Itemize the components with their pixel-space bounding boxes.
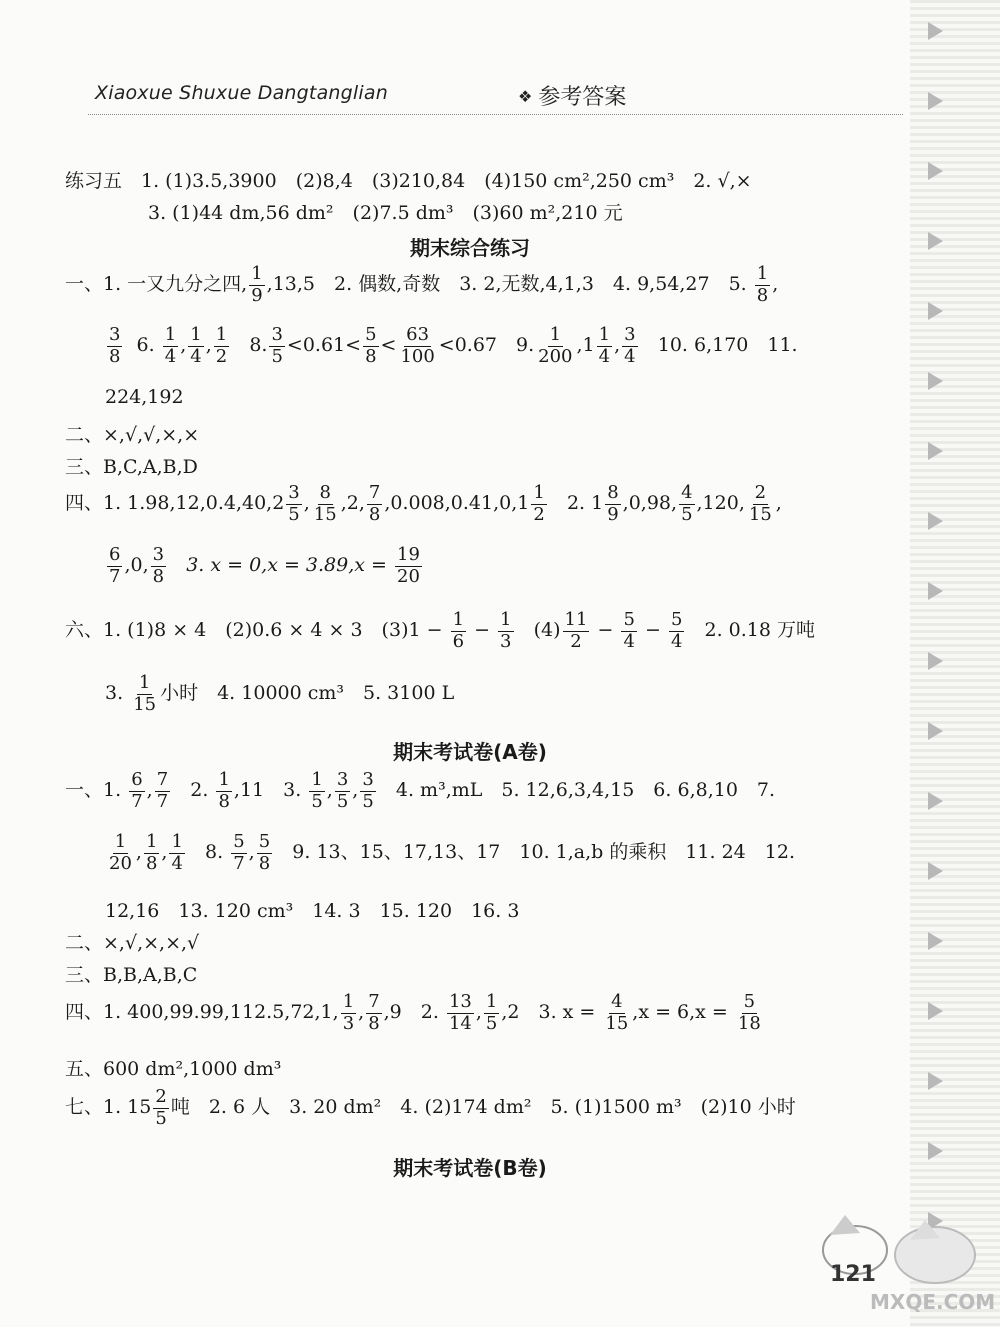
den: 5 [681, 503, 693, 525]
text: , [135, 841, 142, 864]
edge-triangle-icon [928, 162, 943, 180]
text: , [475, 1001, 482, 1024]
edge-triangle-icon [928, 302, 943, 320]
den: 5 [271, 345, 283, 367]
section-title: 期末综合练习 [410, 236, 530, 260]
text: 8. [249, 334, 268, 357]
fraction [153, 1087, 168, 1129]
fraction [249, 264, 264, 306]
fraction [395, 545, 422, 587]
text: , [614, 334, 621, 357]
diamond-icon: ❖ [518, 87, 533, 106]
num: 3 [362, 769, 374, 790]
num: 2 [155, 1086, 167, 1107]
den: 15 [133, 693, 157, 715]
text: 六、1. (1)8 × 4 (2)0.6 × 4 × 3 (3)1 − [65, 619, 443, 642]
fraction [451, 610, 466, 652]
den: 20 [109, 852, 132, 874]
edge-triangle-icon [928, 862, 943, 880]
num: 4 [681, 482, 693, 503]
den: 8 [756, 284, 769, 306]
num: 1 [114, 831, 127, 852]
num: 5 [623, 609, 635, 630]
den: 5 [485, 1012, 498, 1034]
text: , [352, 779, 359, 802]
den: 4 [171, 852, 183, 874]
answer-line: 3. (1)44 dm,56 dm² (2)7.5 dm³ (3)60 m²,210 元 [148, 202, 623, 224]
num: 4 [611, 991, 623, 1012]
num: 1 [190, 324, 202, 345]
den: 4 [623, 630, 635, 652]
answer-line [65, 992, 765, 1034]
num: 2 [754, 482, 767, 503]
fraction [341, 992, 356, 1034]
num: 3 [109, 324, 121, 345]
den: 7 [233, 852, 245, 874]
text: 3. x = 0,x = 3.89,x = [186, 554, 387, 577]
fraction [484, 992, 499, 1034]
fraction [151, 545, 166, 587]
answers-title: 参考答案 [538, 85, 627, 110]
answer-line: 12,16 13. 120 cm³ 14. 3 15. 120 16. 3 [105, 900, 520, 922]
den: 100 [400, 345, 435, 367]
text: , [772, 273, 779, 296]
text: , [326, 779, 333, 802]
num: 1 [164, 324, 177, 345]
edge-triangle-icon [928, 442, 943, 460]
den: 8 [145, 852, 158, 874]
text: ,9 2. [383, 1001, 439, 1024]
series-title: Xiaoxue Shuxue Dangtanglian [95, 82, 388, 104]
edge-triangle-icon [928, 232, 943, 250]
text: <0.61< [286, 334, 362, 357]
edge-triangle-icon [928, 792, 943, 810]
fraction [214, 325, 229, 367]
text: − [644, 619, 661, 642]
fraction [163, 325, 178, 367]
num: 8 [319, 482, 331, 503]
num: 1 [452, 609, 465, 630]
fraction [286, 483, 301, 525]
num: 1 [500, 609, 512, 630]
text: 3. [105, 682, 124, 705]
section-title: 期末考试卷(A卷) [393, 740, 547, 764]
den: 8 [258, 852, 271, 874]
fraction [129, 770, 144, 812]
text: 9. 13、15、17,13、17 10. 1,a,b 的乘积 11. 24 12. [292, 841, 795, 864]
num: 3 [271, 324, 283, 345]
den: 2 [570, 630, 582, 652]
den: 15 [605, 1012, 629, 1034]
fraction [563, 610, 590, 652]
edge-triangle-icon [928, 372, 943, 390]
text: 2. 1 [566, 492, 604, 515]
den: 7 [109, 565, 121, 587]
den: 8 [365, 345, 377, 367]
fraction [231, 832, 246, 874]
num: 13 [448, 991, 472, 1012]
text: 6. [136, 334, 155, 357]
fraction [155, 770, 170, 812]
num: 8 [607, 482, 619, 503]
fraction [360, 770, 375, 812]
text: ,11 3. [233, 779, 302, 802]
fraction [188, 325, 203, 367]
answer-line: 二、×,√,√,×,× [65, 424, 200, 446]
fraction [269, 325, 284, 367]
edge-triangle-icon [928, 722, 943, 740]
den: 5 [362, 790, 374, 812]
den: 8 [218, 790, 230, 812]
text: 一、1. 一又九分之四, [65, 273, 248, 296]
den: 4 [598, 345, 611, 367]
text: 4. m³,mL 5. 12,6,3,4,15 6. 6,8,10 7. [395, 779, 776, 802]
fraction [531, 483, 546, 525]
text: , [358, 1001, 365, 1024]
fraction [309, 770, 324, 812]
text: ,2 3. x = [501, 1001, 596, 1024]
watermark: MXQE.COM [870, 1290, 996, 1314]
answer-line [105, 673, 454, 715]
page-number: 121 [830, 1262, 876, 1287]
answer-line [65, 610, 815, 652]
text: , [161, 841, 168, 864]
answer-line: 三、B,C,A,B,D [65, 456, 198, 478]
num: 1 [215, 324, 228, 345]
num: 1 [251, 263, 263, 284]
text: , [775, 492, 782, 515]
num: 3 [336, 769, 349, 790]
den: 4 [624, 345, 636, 367]
answer-line: $\frac{3}{8}$ 6. $\frac{1}{4}$ , $\frac{1}{4}$ , $\frac{1}{2}$ 8. $\frac{3}{5}$ <0.61< $\frac{5}{8}$ < $\frac{63}{100}$ <0.67 9. $\frac{1}{200}$ ,1 $\frac{1}{4}$ , $\frac{3}{4}$ 10. 6,170 11. [109, 324, 798, 367]
text: ,1 [576, 334, 595, 357]
text: 吨 2. 6 人 3. 20 dm² 4. (2)174 dm² 5. (1)1500 m³ (2)10 小时 [170, 1096, 796, 1119]
fraction [107, 325, 122, 367]
fraction [603, 992, 630, 1034]
den: 4 [190, 345, 202, 367]
num: 5 [670, 609, 683, 630]
section-title: 期末考试卷(B卷) [393, 1156, 547, 1180]
text: ,0, [124, 554, 149, 577]
num: 5 [365, 324, 377, 345]
num: 1 [171, 831, 183, 852]
answer-line: 224,192 [105, 386, 184, 408]
fraction [107, 545, 122, 587]
text: ,120, [696, 492, 745, 515]
den: 14 [448, 1012, 472, 1034]
text: 四、1. 1.98,12,0.4,40,2 [65, 492, 285, 515]
text: , [303, 492, 310, 515]
header-rule [88, 114, 903, 115]
num: 63 [406, 324, 430, 345]
fraction [536, 325, 574, 367]
text: 七、1. 15 [65, 1096, 152, 1119]
num: 1 [549, 324, 562, 345]
text: ,2, [340, 492, 365, 515]
edge-triangle-icon [928, 1072, 943, 1090]
den: 7 [156, 790, 169, 812]
text: 8. [205, 841, 224, 864]
fraction [257, 832, 272, 874]
den: 7 [131, 790, 143, 812]
den: 8 [368, 503, 381, 525]
fraction [216, 770, 231, 812]
num: 7 [368, 991, 380, 1012]
text: − [474, 619, 490, 642]
den: 5 [311, 790, 323, 812]
den: 4 [670, 630, 683, 652]
answer-line: 三、B,B,A,B,C [65, 964, 198, 986]
decorative-page-edge [910, 0, 1000, 1327]
edge-triangle-icon [928, 512, 943, 530]
fraction [107, 832, 134, 874]
edge-triangle-icon [928, 22, 943, 40]
text: , [146, 779, 153, 802]
text: 一、1. [65, 779, 122, 802]
edge-triangle-icon [928, 652, 943, 670]
text: 2. 0.18 万吨 [704, 619, 816, 642]
text: 10. 6,170 11. [657, 334, 798, 357]
num: 19 [397, 544, 420, 565]
num: 7 [156, 769, 169, 790]
num: 5 [743, 991, 756, 1012]
text: < [380, 334, 397, 357]
num: 1 [138, 672, 151, 693]
answer-line [65, 264, 778, 306]
fraction [144, 832, 159, 874]
den: 18 [737, 1012, 761, 1034]
fraction [366, 992, 381, 1034]
fraction [755, 264, 770, 306]
edge-triangle-icon [928, 932, 943, 950]
fraction [498, 610, 513, 652]
den: 6 [452, 630, 465, 652]
den: 5 [288, 503, 300, 525]
den: 8 [152, 565, 165, 587]
den: 15 [313, 503, 337, 525]
den: 5 [155, 1107, 167, 1129]
fraction [679, 483, 694, 525]
fraction [597, 325, 612, 367]
num: 11 [564, 609, 588, 630]
num: 6 [131, 769, 143, 790]
edge-triangle-icon [928, 1142, 943, 1160]
den: 9 [251, 284, 263, 306]
text: 四、1. 400,99.99,112.5,72,1, [65, 1001, 339, 1024]
den: 3 [500, 630, 512, 652]
fraction [398, 325, 436, 367]
num: 1 [598, 324, 611, 345]
den: 4 [164, 345, 177, 367]
fraction [622, 325, 637, 367]
answer-line [105, 545, 424, 587]
fraction [131, 673, 158, 715]
fraction [747, 483, 774, 525]
den: 15 [748, 503, 772, 525]
fraction [335, 770, 350, 812]
text: 小时 4. 10000 cm³ 5. 3100 L [160, 682, 455, 705]
fraction [669, 610, 684, 652]
num: 3 [288, 482, 300, 503]
answer-line [65, 483, 782, 525]
den: 3 [342, 1012, 355, 1034]
fraction [605, 483, 620, 525]
num: 3 [152, 544, 165, 565]
den: 5 [336, 790, 349, 812]
num: 3 [624, 324, 636, 345]
num: 1 [533, 482, 545, 503]
edge-triangle-icon [928, 582, 943, 600]
text: <0.67 9. [438, 334, 535, 357]
fraction [169, 832, 184, 874]
den: 2 [215, 345, 228, 367]
fraction [621, 610, 636, 652]
text: ,0.008,0.41,0,1 [384, 492, 530, 515]
text: ,x = 6,x = [632, 1001, 728, 1024]
fraction [447, 992, 474, 1034]
edge-triangle-icon [928, 1002, 943, 1020]
text: ,13,5 2. 偶数,奇数 3. 2,无数,4,1,3 4. 9,54,27 5. [266, 273, 747, 296]
num: 6 [109, 544, 121, 565]
num: 1 [311, 769, 323, 790]
answer-line: 五、600 dm²,1000 dm³ [65, 1058, 282, 1080]
num: 7 [368, 482, 381, 503]
num: 5 [258, 831, 271, 852]
fraction [367, 483, 382, 525]
den: 8 [109, 345, 121, 367]
den: 200 [538, 345, 573, 367]
fraction [363, 325, 378, 367]
den: 9 [607, 503, 619, 525]
text: − [597, 619, 614, 642]
answers-heading [518, 80, 626, 111]
answer-line: 二、×,√,×,×,√ [65, 932, 200, 954]
answer-line [65, 1087, 796, 1129]
fraction [736, 992, 763, 1034]
num: 5 [233, 831, 245, 852]
num: 1 [342, 991, 355, 1012]
num: 1 [218, 769, 230, 790]
num: 1 [485, 991, 498, 1012]
text: , [248, 841, 255, 864]
text: ,0,98, [622, 492, 678, 515]
edge-triangle-icon [928, 92, 943, 110]
den: 2 [533, 503, 545, 525]
den: 20 [397, 565, 420, 587]
fraction [312, 483, 339, 525]
text: 2. [190, 779, 209, 802]
answer-line [65, 770, 775, 812]
den: 8 [368, 1012, 380, 1034]
num: 1 [145, 831, 158, 852]
answer-line: 练习五 1. (1)3.5,3900 (2)8,4 (3)210,84 (4)150 cm²,250 cm³ 2. √,× [65, 170, 752, 192]
answer-line [105, 832, 795, 874]
num: 1 [756, 263, 769, 284]
text: (4) [533, 619, 561, 642]
